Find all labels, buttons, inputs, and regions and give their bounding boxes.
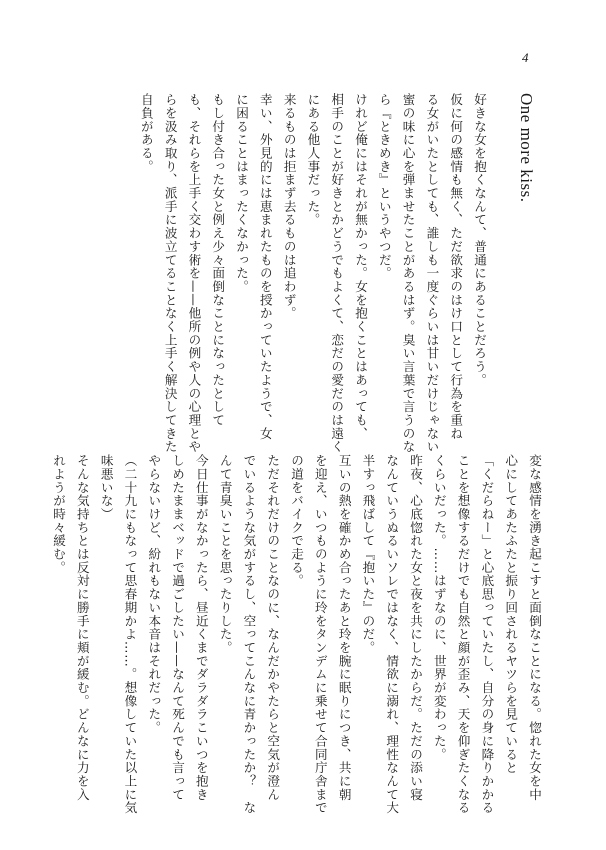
text-line: も、それらを上手く交わす術を——他所の例や人の心理とや <box>186 93 202 454</box>
text-line: 相手のことが好きとかどうでもよくて、恋だの愛だのは遠く <box>329 93 345 454</box>
chapter-title: One more kiss. <box>517 93 536 203</box>
text-line: 来るものは拒まず去るものは追わず。 <box>281 93 297 320</box>
text-line: （二十九にもなって思春期かよ……。想像していた以上に気 <box>122 454 138 815</box>
text-line: なんていうぬるいソレではなく、情欲に溺れ、理性なんて大 <box>384 454 400 815</box>
text-line: 昨夜、心底惚れた女と夜を共にしたからだ。ただの添い寝 <box>408 454 424 802</box>
page-number: 4 <box>522 50 529 65</box>
text-line: 自負がある。 <box>138 93 154 174</box>
text-line: の道をバイクで走る。 <box>289 454 305 588</box>
text-block-bottom <box>51 454 546 815</box>
text-line: 蜜の味に心を弾ませたことがあるはず。臭い言葉で言うのな <box>400 93 416 454</box>
text-line: でいるような気がするし、空ってこんなに青かったか？ な <box>241 454 257 815</box>
text-line: やらないけど、紛れもない本音はそれだった。 <box>146 454 162 735</box>
text-line: に困ることはまったくなかった。 <box>234 93 250 294</box>
text-line: 変な感情を湧き起こすと面倒なことになる。惚れた女を中 <box>527 454 542 802</box>
text-line: 「くだらねー」と心底思っていたし、自分の身に降りかかる <box>479 454 495 815</box>
text-line: らを汲み取り、派手に波立てることなく上手く解決してきた <box>162 93 178 454</box>
text-line: そんな気持ちとは反対に勝手に頬が緩む。どんなに力を入 <box>74 454 90 802</box>
text-line: 互いの熱を確かめ合ったあと玲を腕に眠りにつき、共に朝 <box>336 454 352 802</box>
text-line: を迎え、いつものように玲をタンデムに乗せて合同庁舎まで <box>312 454 328 815</box>
text-line: んて青臭いことを思ったりした。 <box>217 454 233 655</box>
text-line: ことを想像するだけでも自然と顔が歪み、天を仰ぎたくなる <box>455 454 471 815</box>
text-line: 味悪いな） <box>98 454 114 521</box>
text-line: ただそれだけのことなのに、なんだかやたらと空気が澄ん <box>265 454 281 802</box>
text-line: 半すっ飛ばして『抱いた』のだ。 <box>360 454 376 655</box>
text-line: 好きな女を抱くなんて、普通にあることだろう。 <box>472 93 487 387</box>
text-block-top <box>86 93 491 454</box>
text-line: 仮に何の感情も無く、ただ欲求のはけ口として行為を重ね <box>448 93 464 441</box>
text-line: けれど俺にはそれが無かった。女を抱くことはあっても、 <box>353 93 369 441</box>
text-line: くらいだった。……はずなのに、世界が変わった。 <box>431 454 447 762</box>
text-line: る女がいたとしても、誰しも一度ぐらいは甘いだけじゃない <box>424 93 440 454</box>
text-line: にある他人事だった。 <box>305 93 321 227</box>
text-line: もし付き合った女と例え少々面倒なことになったとして <box>210 93 226 427</box>
text-line: 今日仕事がなかったら、昼近くまでダラダラこいつを抱き <box>193 454 209 802</box>
text-line: れようが時々緩む。 <box>51 454 67 575</box>
text-line: ら『ときめき』というやつだ。 <box>376 93 392 280</box>
text-line: 幸い、外見的には恵まれたものを授かっていたようで、女 <box>257 93 273 441</box>
text-line: しめたままベッドで過ごしたい——なんて死んでも言って <box>170 454 186 802</box>
text-line: 心にしてあたふたと振り回されるヤツらを見ていると <box>503 454 519 775</box>
